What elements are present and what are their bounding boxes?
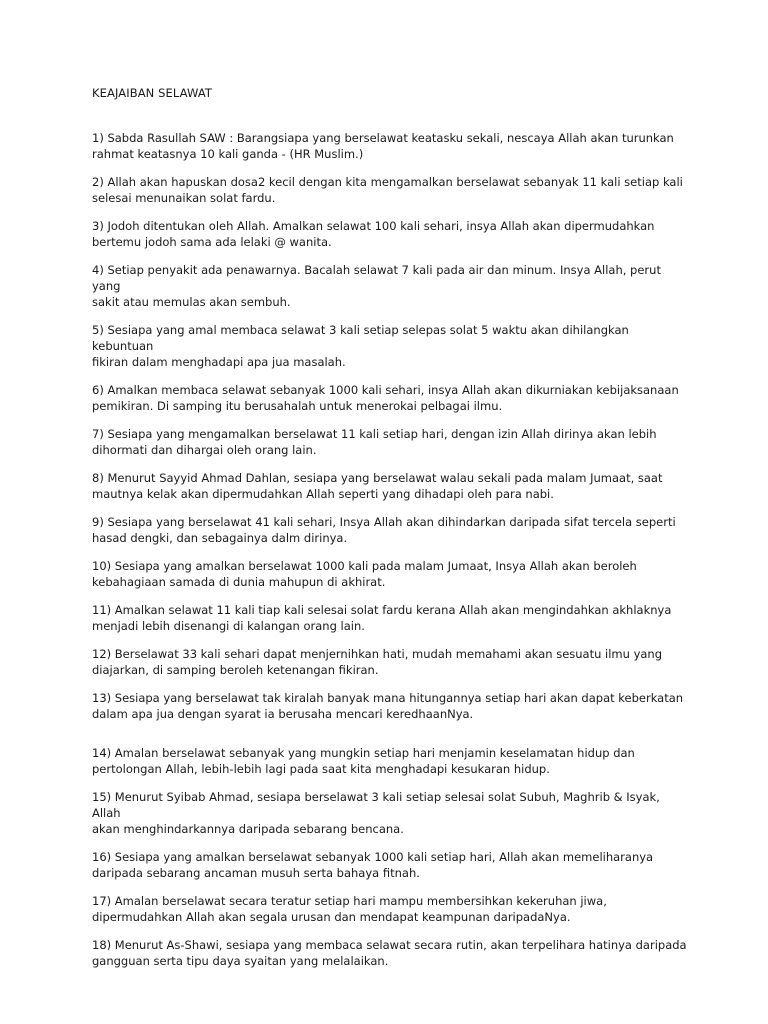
list-item-11: 11) Amalkan selawat 11 kali tiap kali selesai solat fardu kerana Allah akan mengindahkan akhlaknya menjadi lebih disenangi di kalangan orang lain. xyxy=(92,603,672,633)
document-page xyxy=(92,85,692,981)
list-item-4: 4) Setiap penyakit ada penawarnya. Bacalah selawat 7 kali pada air dan minum. Insya Allah, perut yang sakit atau memulas akan sembuh. xyxy=(92,263,661,309)
list-item-2: 2) Allah akan hapuskan dosa2 kecil dengan kita mengamalkan berselawat sebanyak 11 kali setiap kali selesai menunaikan solat fardu. xyxy=(92,175,683,205)
list-item-6: 6) Amalkan membaca selawat sebanyak 1000 kali sehari, insya Allah akan dikurniakan kebijaksanaan pemikiran. Di samping itu berusahalah untuk menerokai pelbagai ilmu. xyxy=(92,383,679,413)
list-item-1: 1) Sabda Rasullah SAW : Barangsiapa yang berselawat keatasku sekali, nescaya Allah akan turunkan rahmat keatasnya 10 kali ganda - (HR Muslim.) xyxy=(92,131,674,161)
list-item-14: 14) Amalan berselawat sebanyak yang mungkin setiap hari menjamin keselamatan hidup dan pertolongan Allah, lebih-lebih lagi pada saat kita menghadapi kesukaran hidup. xyxy=(92,746,635,776)
list-item-5: 5) Sesiapa yang amal membaca selawat 3 kali setiap selepas solat 5 waktu akan dihilangkan kebuntuan fikiran dalam menghadapi apa jua masalah. xyxy=(92,323,629,369)
list-item-3: 3) Jodoh ditentukan oleh Allah. Amalkan selawat 100 kali sehari, insya Allah akan dipermudahkan bertemu jodoh sama ada lelaki @ wanita. xyxy=(92,219,655,249)
list-item-18: 18) Menurut As-Shawi, sesiapa yang membaca selawat secara rutin, akan terpelihara hatinya daripada gangguan serta tipu daya syaitan yang melalaikan. xyxy=(92,938,687,968)
list-item-17: 17) Amalan berselawat secara teratur setiap hari mampu membersihkan kekeruhan jiwa, dipermudahkan Allah akan segala urusan dan mendapat keampunan daripadaNya. xyxy=(92,894,607,924)
list-item-13: 13) Sesiapa yang berselawat tak kiralah banyak mana hitungannya setiap hari akan dapat keberkatan dalam apa jua dengan syarat ia berusaha mencari keredhaanNya. xyxy=(92,691,684,721)
list-item-15: 15) Menurut Syibab Ahmad, sesiapa berselawat 3 kali setiap selesai solat Subuh, Maghrib & Isyak, Allah akan menghindarkannya daripada sebarang bencana. xyxy=(92,790,660,836)
list-item-12: 12) Berselawat 33 kali sehari dapat menjernihkan hati, mudah memahami akan sesuatu ilmu yang diajarkan, di samping beroleh ketenangan fikiran. xyxy=(92,647,663,677)
list-item-8: 8) Menurut Sayyid Ahmad Dahlan, sesiapa yang berselawat walau sekali pada malam Jumaat, saat mautnya kelak akan dipermudahkan Allah seperti yang dihadapi oleh para nabi. xyxy=(92,471,663,501)
list-item-10: 10) Sesiapa yang amalkan berselawat 1000 kali pada malam Jumaat, Insya Allah akan beroleh kebahagiaan samada di dunia mahupun di akhirat. xyxy=(92,559,637,589)
list-item-16: 16) Sesiapa yang amalkan berselawat sebanyak 1000 kali setiap hari, Allah akan memeliharanya daripada sebarang ancaman musuh serta bahaya fitnah. xyxy=(92,850,654,880)
list-item-9: 9) Sesiapa yang berselawat 41 kali sehari, Insya Allah akan dihindarkan daripada sifat tercela seperti hasad dengki, dan sebagainya dalm dirinya. xyxy=(92,515,676,545)
document-title: KEAJAIBAN SELAWAT xyxy=(92,86,213,100)
list-item-7: 7) Sesiapa yang mengamalkan berselawat 11 kali setiap hari, dengan izin Allah dirinya akan lebih dihormati dan dihargai oleh orang lain. xyxy=(92,427,657,457)
